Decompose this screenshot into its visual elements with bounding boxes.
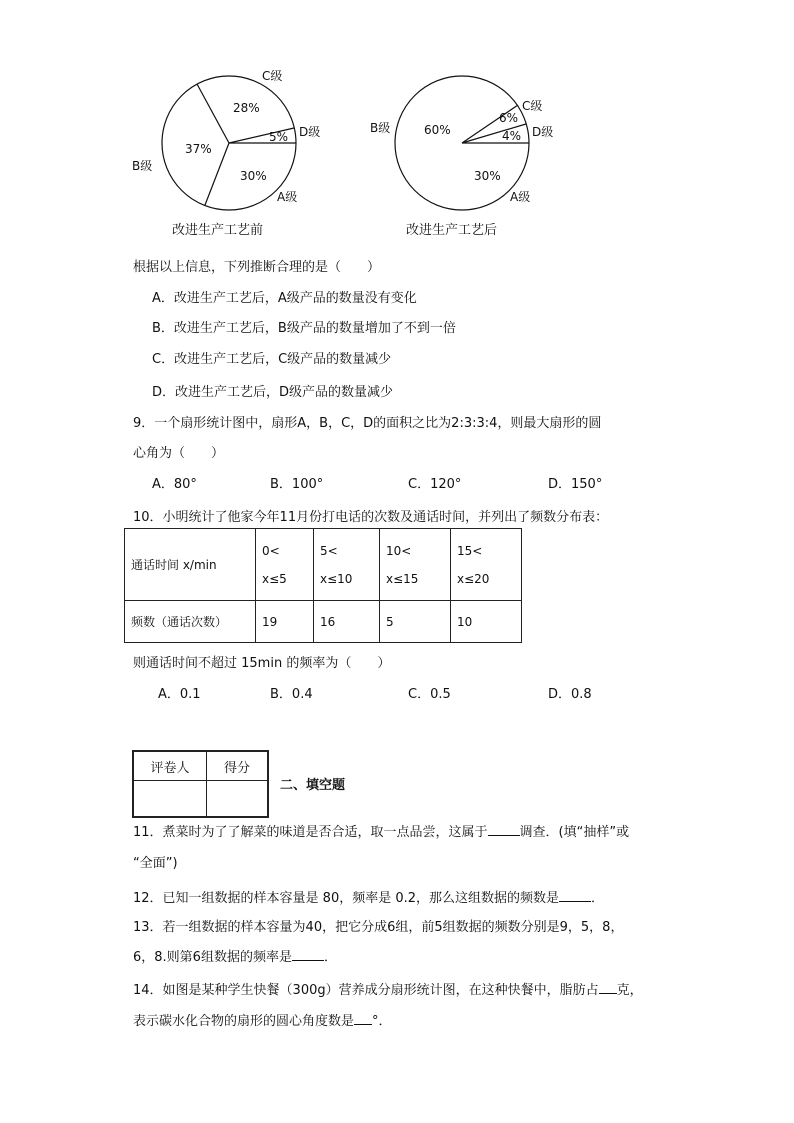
frequency-table bbox=[124, 528, 522, 643]
q11-text: 11．煮菜时为了了解菜的味道是否合适，取一点品尝，这属于 bbox=[133, 825, 488, 840]
interval-bottom: x≤20 bbox=[457, 571, 490, 586]
q12-text-post: ． bbox=[591, 891, 605, 906]
q14-blank-fat bbox=[599, 993, 617, 994]
q8-option-b: B．改进生产工艺后，B级产品的数量增加了不到一倍 bbox=[152, 321, 456, 336]
q8-option-c: C．改进生产工艺后，C级产品的数量减少 bbox=[152, 352, 392, 367]
pie-after-label-d: D级 bbox=[532, 125, 554, 139]
table-row bbox=[133, 751, 268, 781]
q11-blank bbox=[488, 835, 520, 836]
table-row bbox=[125, 601, 522, 643]
interval-top: 10< bbox=[386, 543, 412, 558]
q12 bbox=[133, 887, 604, 906]
freq-cell: 10 bbox=[451, 601, 522, 643]
pie-before-pct-c: 28% bbox=[233, 101, 260, 115]
q14-text: 14．如图是某种学生快餐（300g）营养成分扇形统计图，在这种快餐中，脂肪占 bbox=[133, 983, 599, 998]
interval-cell bbox=[451, 529, 522, 601]
q9-line2: 心角为（ ） bbox=[133, 446, 225, 461]
q14-blank-angle bbox=[354, 1024, 372, 1025]
interval-top: 0< bbox=[262, 543, 280, 558]
q11-text-post: 调查．(填“抽样”或 bbox=[519, 825, 630, 840]
q13-line2 bbox=[133, 946, 337, 965]
q13-blank bbox=[292, 960, 324, 961]
grading-box bbox=[132, 750, 269, 818]
pie-after-caption: 改进生产工艺后 bbox=[406, 223, 498, 238]
interval-bottom: x≤15 bbox=[386, 571, 419, 586]
interval-bottom: x≤5 bbox=[262, 571, 287, 586]
pie-chart-after bbox=[362, 62, 572, 242]
q8-option-a: A．改进生产工艺后，A级产品的数量没有变化 bbox=[152, 291, 417, 306]
pie-before-pct-b: 37% bbox=[185, 142, 212, 156]
pie-after-label-a: A级 bbox=[510, 190, 531, 204]
interval-bottom: x≤10 bbox=[320, 571, 353, 586]
q8-option-d: D．改进生产工艺后，D级产品的数量减少 bbox=[152, 385, 394, 400]
q14-line1 bbox=[133, 979, 643, 998]
q13-text-post: ． bbox=[323, 950, 337, 965]
reviewer-label: 评卷人 bbox=[133, 751, 207, 781]
interval-cell bbox=[256, 529, 314, 601]
q9-option-a: A．80° bbox=[152, 477, 197, 492]
q11-line2: “全面”) bbox=[133, 856, 178, 871]
table-row bbox=[133, 781, 268, 818]
q10-stem: 10．小明统计了他家今年11月份打电话的次数及通话时间，并列出了频数分布表： bbox=[133, 510, 609, 525]
pie-before-label-d: D级 bbox=[299, 125, 321, 139]
q9-option-d: D．150° bbox=[548, 477, 603, 492]
pie-after-pct-b: 60% bbox=[424, 123, 451, 137]
q12-blank bbox=[559, 901, 591, 902]
freq-cell: 19 bbox=[256, 601, 314, 643]
q13-line1: 13．若一组数据的样本容量为40，把它分成6组，前5组数据的频数分别是9，5，8， bbox=[133, 920, 624, 935]
q10-option-b: B．0.4 bbox=[270, 687, 313, 702]
pie-before-pct-a: 30% bbox=[240, 169, 267, 183]
q14-text-post: 克， bbox=[616, 983, 643, 998]
reviewer-cell bbox=[133, 781, 207, 818]
pie-after-pct-a: 30% bbox=[474, 169, 501, 183]
q14-text2-post: °． bbox=[372, 1014, 392, 1029]
pie-before-caption: 改进生产工艺前 bbox=[172, 223, 264, 238]
pie-after-label-b: B级 bbox=[370, 121, 391, 135]
interval-top: 5< bbox=[320, 543, 338, 558]
score-label: 得分 bbox=[207, 751, 269, 781]
q12-text: 12．已知一组数据的样本容量是 80，频率是 0.2，那么这组数据的频数是 bbox=[133, 891, 560, 906]
q9-option-b: B．100° bbox=[270, 477, 324, 492]
row-header-freq: 频数（通话次数） bbox=[125, 601, 256, 643]
interval-cell bbox=[314, 529, 380, 601]
section-heading: 二、填空题 bbox=[280, 778, 346, 793]
pie-before-label-a: A级 bbox=[277, 190, 298, 204]
interval-cell bbox=[380, 529, 451, 601]
pie-before-divider bbox=[197, 84, 229, 143]
q10-question: 则通话时间不超过 15min 的频率为（ ） bbox=[133, 656, 391, 671]
pie-after-pct-d: 4% bbox=[502, 129, 522, 143]
pie-after-pct-c: 6% bbox=[499, 111, 519, 125]
row-header-time: 通话时间 x/min bbox=[125, 529, 256, 601]
q8-stem: 根据以上信息，下列推断合理的是（ ） bbox=[133, 260, 381, 275]
q11-line1 bbox=[133, 821, 629, 840]
q9-line1: 9．一个扇形统计图中，扇形A，B，C，D的面积之比为2:3:3:4，则最大扇形的圆 bbox=[133, 416, 602, 431]
q10-option-c: C．0.5 bbox=[408, 687, 451, 702]
score-cell bbox=[207, 781, 269, 818]
q13-text: 6，8.则第6组数据的频率是 bbox=[133, 950, 292, 965]
q14-line2 bbox=[133, 1010, 392, 1029]
freq-cell: 16 bbox=[314, 601, 380, 643]
interval-top: 15< bbox=[457, 543, 483, 558]
q14-text2: 表示碳水化合物的扇形的圆心角度数是 bbox=[133, 1014, 355, 1029]
pie-before-pct-d: 5% bbox=[269, 130, 289, 144]
pie-chart-before bbox=[125, 62, 325, 242]
q10-option-a: A．0.1 bbox=[158, 687, 201, 702]
pie-before-label-c: C级 bbox=[262, 69, 283, 83]
q9-option-c: C．120° bbox=[408, 477, 462, 492]
pie-after-label-c: C级 bbox=[522, 99, 543, 113]
q10-option-d: D．0.8 bbox=[548, 687, 592, 702]
pie-before-label-b: B级 bbox=[132, 159, 153, 173]
freq-cell: 5 bbox=[380, 601, 451, 643]
table-row bbox=[125, 529, 522, 601]
